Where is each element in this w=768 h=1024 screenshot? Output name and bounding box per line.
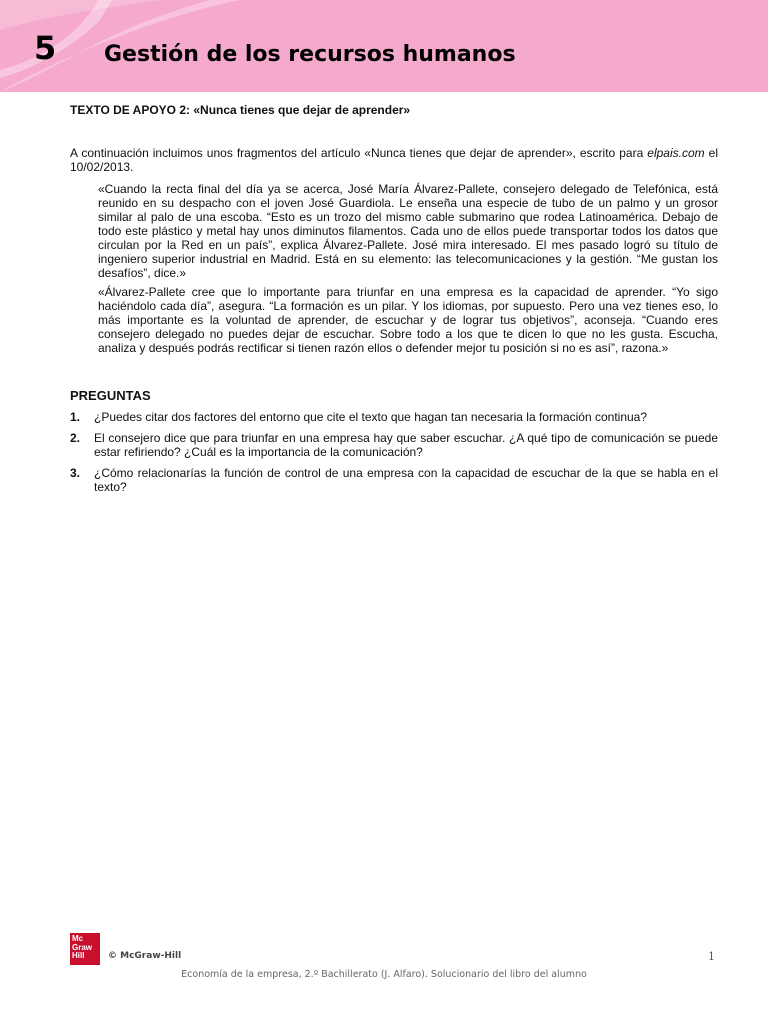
logo-line: Mc: [72, 934, 84, 943]
intro-text: A continuación incluimos unos fragmentos del artículo «Nunca tienes que dejar de aprender», escrito para: [70, 146, 648, 160]
questions-list: [70, 410, 718, 494]
chapter-header: [0, 0, 768, 92]
book-reference: Economía de la empresa, 2.º Bachillerato (J. Alfaro). Solucionario del libro del alumno: [181, 969, 587, 980]
intro-paragraph: [70, 146, 718, 174]
question-number: 1.: [70, 410, 81, 424]
logo-line: Hill: [72, 951, 85, 960]
chapter-number: 5: [34, 29, 57, 67]
logo-line: Graw: [72, 942, 93, 952]
question-item: [70, 466, 718, 494]
mcgraw-hill-logo: [70, 933, 100, 965]
question-number: 3.: [70, 466, 81, 480]
chapter-title: Gestión de los recursos humanos: [104, 42, 516, 67]
copyright-notice: © McGraw-Hill: [108, 951, 182, 961]
question-text: El consejero dice que para triunfar en una empresa hay que saber escuchar. ¿A qué tipo de comunicación se puede estar refiriendo? ¿Cuál es la importancia de la comunicación?: [94, 431, 718, 459]
question-item: [70, 431, 718, 459]
question-text: ¿Cómo relacionarías la función de control de una empresa con la capacidad de escuchar de la que se habla en el texto?: [94, 466, 718, 494]
question-item: [70, 410, 718, 424]
question-number: 2.: [70, 431, 81, 445]
section-title: TEXTO DE APOYO 2: «Nunca tienes que dejar de aprender»: [70, 103, 411, 117]
question-text: ¿Puedes citar dos factores del entorno que cite el texto que hagan tan necesaria la formación continua?: [94, 410, 648, 424]
page-number: 1: [708, 950, 715, 963]
quote-paragraph: «Cuando la recta final del día ya se acerca, José María Álvarez-Pallete, consejero delegado de Telefónica, está reunido en su despacho con el joven José Guardiola. Le enseña una especie de tubo de un palmo y un grosor similar al palo de una escoba. “Esto es un trozo del mismo cable submarino que rodea Latinoamérica. Debajo de todo este plástico y metal hay unos diminutos filamentos. Cada uno de ellos puede transportar todos los datos que circulan por la Red en un país”, explica Álvarez-Pallete. José mira interesado. El mes pasado logró su título de ingeniero superior industrial en Madrid. Está en su elemento: las telecomunicaciones y la gestión. “Me gustan los desafíos”, dice.»: [98, 182, 718, 280]
document-body: [70, 100, 718, 501]
intro-date-text: el 10/02/2013.: [70, 146, 718, 174]
source-site: elpais.com: [647, 146, 705, 160]
questions-heading: PREGUNTAS: [70, 388, 151, 403]
quote-paragraph: «Álvarez-Pallete cree que lo importante para triunfar en una empresa es la capacidad de aprender. “Yo sigo haciéndolo cada día”, asegura. “La formación es un pilar. Y los idiomas, por supuesto. Pero una vez tienes eso, lo más importante es la voluntad de aprender, de escuchar y de lograr tus objetivos”, aconseja. “Cuando eres consejero delegado no puedes dejar de escuchar. Sobre todo a los que te dicen lo que no les gusta. Escucha, analiza y después podrás rectificar si tienen razón ellos o defender mejor tu posición si no es así”, razona.»: [98, 285, 718, 355]
